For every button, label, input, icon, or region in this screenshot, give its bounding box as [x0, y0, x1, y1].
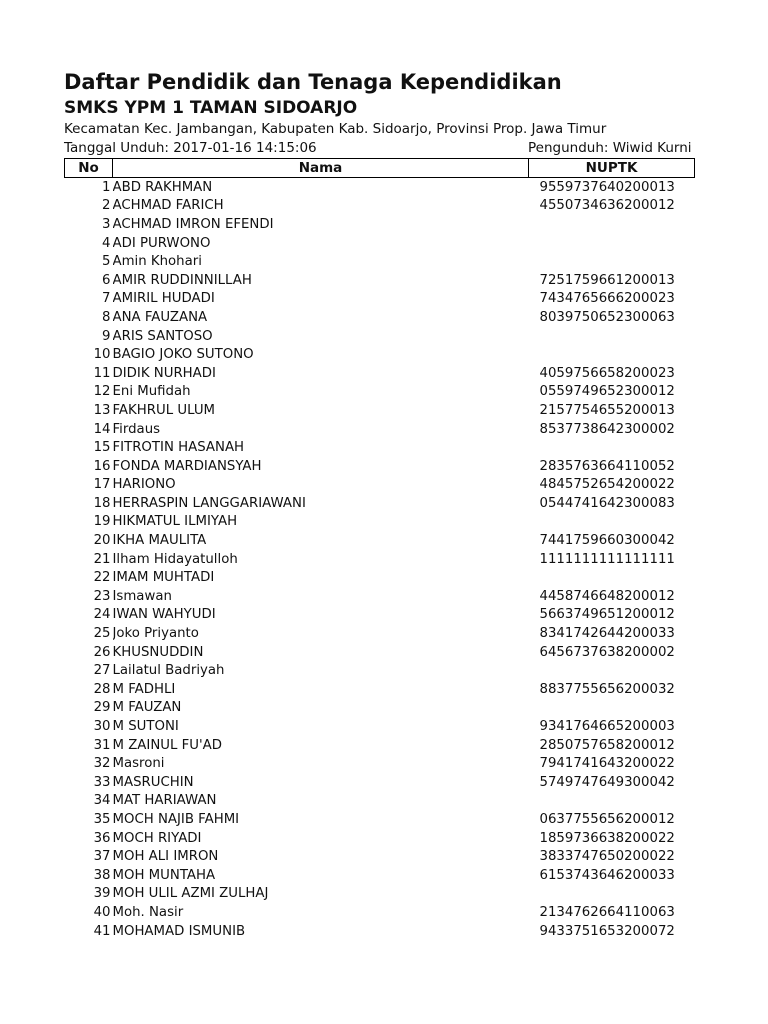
- table-row: [65, 476, 695, 495]
- row-nuptk: [529, 699, 695, 718]
- table-row: [65, 271, 695, 290]
- row-nuptk: 1859736638200022: [539, 830, 675, 846]
- row-name: M FADHLI: [112, 681, 176, 697]
- row-number: 4: [102, 235, 111, 251]
- row-nuptk: 3833747650200022: [539, 849, 675, 865]
- row-number: 39: [93, 886, 111, 902]
- table-row: [65, 792, 695, 811]
- row-number: 35: [93, 811, 111, 827]
- row-nuptk: 2850757658200012: [539, 737, 675, 753]
- table-row: [65, 327, 695, 346]
- row-nuptk: [529, 513, 695, 532]
- table-row: [65, 903, 695, 922]
- table-row: [65, 699, 695, 718]
- table-row: [65, 438, 695, 457]
- row-nuptk: 5663749651200012: [539, 607, 675, 623]
- table-row: [65, 290, 695, 309]
- row-nuptk: [529, 568, 695, 587]
- row-number: 27: [93, 663, 111, 679]
- table-row: [65, 531, 695, 550]
- row-number: 14: [93, 421, 111, 437]
- table-row: [65, 420, 695, 439]
- row-name: Ismawan: [112, 588, 172, 604]
- row-nuptk: 2157754655200013: [539, 402, 675, 418]
- row-name: ARIS SANTOSO: [112, 328, 213, 344]
- row-nuptk: 7941741643200022: [539, 756, 675, 772]
- table-row: [65, 773, 695, 792]
- row-name: Moh. Nasir: [112, 904, 184, 920]
- row-name: MOH ULIL AZMI ZULHAJ: [112, 886, 269, 902]
- row-name: Eni Mufidah: [112, 384, 191, 400]
- row-nuptk: [529, 661, 695, 680]
- table-row: [65, 197, 695, 216]
- row-nuptk: 6456737638200002: [539, 644, 675, 660]
- row-number: 12: [93, 384, 111, 400]
- row-nuptk: [529, 345, 695, 364]
- table-row: [65, 680, 695, 699]
- row-number: 32: [93, 756, 111, 772]
- row-name: FITROTIN HASANAH: [112, 440, 245, 456]
- row-name: MAT HARIAWAN: [112, 793, 217, 809]
- table-row: [65, 364, 695, 383]
- row-number: 36: [93, 830, 111, 846]
- row-name: ACHMAD IMRON EFENDI: [112, 216, 274, 232]
- row-nuptk: 2134762664110063: [539, 904, 675, 920]
- row-name: ADI PURWONO: [112, 235, 211, 251]
- table-row: [65, 587, 695, 606]
- row-number: 5: [102, 254, 111, 270]
- row-name: Firdaus: [112, 421, 161, 437]
- row-number: 11: [93, 365, 111, 381]
- row-number: 26: [93, 644, 111, 660]
- row-nuptk: 8341742644200033: [539, 626, 675, 642]
- downloader: Pengunduh: Wiwid Kurni: [528, 140, 692, 156]
- row-number: 7: [102, 291, 111, 307]
- table-row: [65, 308, 695, 327]
- row-name: Masroni: [112, 756, 165, 772]
- row-nuptk: 4458746648200012: [539, 588, 675, 604]
- table-row: [65, 513, 695, 532]
- column-header-nama: Nama: [113, 159, 529, 178]
- staff-table: [64, 158, 695, 940]
- row-nuptk: 5749747649300042: [539, 774, 675, 790]
- table-row: [65, 401, 695, 420]
- column-header-nuptk: NUPTK: [529, 159, 695, 178]
- row-name: M SUTONI: [112, 719, 179, 735]
- row-nuptk: [529, 252, 695, 271]
- row-number: 10: [93, 347, 111, 363]
- row-name: KHUSNUDDIN: [112, 644, 204, 660]
- row-number: 2: [102, 198, 111, 214]
- row-name: BAGIO JOKO SUTONO: [112, 347, 254, 363]
- row-name: AMIRIL HUDADI: [112, 291, 215, 307]
- row-name: Ilham Hidayatulloh: [112, 551, 238, 567]
- table-row: [65, 494, 695, 513]
- row-nuptk: 2835763664110052: [539, 458, 675, 474]
- table-row: [65, 754, 695, 773]
- row-nuptk: 6153743646200033: [539, 867, 675, 883]
- table-header-row: [65, 159, 695, 178]
- row-number: 30: [93, 719, 111, 735]
- row-name: HIKMATUL ILMIYAH: [112, 514, 238, 530]
- download-date: Tanggal Unduh: 2017-01-16 14:15:06: [64, 140, 317, 156]
- row-nuptk: 1111111111111111: [539, 551, 675, 567]
- row-number: 25: [93, 626, 111, 642]
- row-nuptk: 7434765666200023: [539, 291, 675, 307]
- row-number: 17: [93, 477, 111, 493]
- row-number: 9: [102, 328, 111, 344]
- row-number: 6: [102, 272, 111, 288]
- row-name: HARIONO: [112, 477, 176, 493]
- table-row: [65, 252, 695, 271]
- row-nuptk: 4059756658200023: [539, 365, 675, 381]
- table-row: [65, 866, 695, 885]
- row-nuptk: 0559749652300012: [539, 384, 675, 400]
- table-row: [65, 606, 695, 625]
- table-row: [65, 345, 695, 364]
- row-name: DIDIK NURHADI: [112, 365, 216, 381]
- row-number: 33: [93, 774, 111, 790]
- row-nuptk: 9433751653200072: [539, 923, 675, 939]
- row-nuptk: 0637755656200012: [539, 811, 675, 827]
- row-name: M ZAINUL FU'AD: [112, 737, 223, 753]
- row-name: FAKHRUL ULUM: [112, 402, 216, 418]
- row-nuptk: 7251759661200013: [539, 272, 675, 288]
- row-nuptk: [529, 327, 695, 346]
- row-number: 28: [93, 681, 111, 697]
- row-name: IKHA MAULITA: [112, 533, 207, 549]
- row-number: 22: [93, 570, 111, 586]
- row-number: 41: [93, 923, 111, 939]
- table-row: [65, 736, 695, 755]
- row-number: 19: [93, 514, 111, 530]
- row-number: 40: [93, 904, 111, 920]
- table-row: [65, 810, 695, 829]
- location-line: Kecamatan Kec. Jambangan, Kabupaten Kab. Sidoarjo, Provinsi Prop. Jawa Timur: [64, 121, 607, 137]
- row-name: MOH MUNTAHA: [112, 867, 216, 883]
- table-row: [65, 550, 695, 569]
- row-number: 34: [93, 793, 111, 809]
- row-name: IWAN WAHYUDI: [112, 607, 216, 623]
- row-name: HERRASPIN LANGGARIAWANI: [112, 495, 306, 511]
- row-number: 21: [93, 551, 111, 567]
- table-row: [65, 457, 695, 476]
- table-row: [65, 215, 695, 234]
- row-name: MASRUCHIN: [112, 774, 194, 790]
- row-nuptk: [529, 234, 695, 253]
- row-number: 16: [93, 458, 111, 474]
- row-name: Lailatul Badriyah: [112, 663, 225, 679]
- row-nuptk: 8837755656200032: [539, 681, 675, 697]
- table-row: [65, 643, 695, 662]
- row-number: 38: [93, 867, 111, 883]
- school-name: SMKS YPM 1 TAMAN SIDOARJO: [64, 98, 358, 118]
- table-row: [65, 568, 695, 587]
- row-nuptk: 8537738642300002: [539, 421, 675, 437]
- row-name: M FAUZAN: [112, 700, 182, 716]
- row-number: 8: [102, 309, 111, 325]
- row-number: 23: [93, 588, 111, 604]
- row-name: ABD RAKHMAN: [112, 179, 213, 195]
- row-name: Amin Khohari: [112, 254, 202, 270]
- row-name: MOH ALI IMRON: [112, 849, 219, 865]
- row-number: 24: [93, 607, 111, 623]
- row-nuptk: [529, 885, 695, 904]
- row-nuptk: [529, 438, 695, 457]
- row-nuptk: 7441759660300042: [539, 533, 675, 549]
- row-name: MOCH NAJIB FAHMI: [112, 811, 240, 827]
- row-nuptk: 9559737640200013: [539, 179, 675, 195]
- row-number: 15: [93, 440, 111, 456]
- table-row: [65, 234, 695, 253]
- row-nuptk: [529, 215, 695, 234]
- table-row: [65, 922, 695, 941]
- table-row: [65, 847, 695, 866]
- column-header-no: No: [65, 159, 113, 178]
- row-number: 3: [102, 216, 111, 232]
- row-nuptk: [529, 792, 695, 811]
- row-number: 13: [93, 402, 111, 418]
- table-row: [65, 178, 695, 197]
- table-row: [65, 661, 695, 680]
- table-row: [65, 624, 695, 643]
- row-name: AMIR RUDDINNILLAH: [112, 272, 252, 288]
- row-nuptk: 0544741642300083: [539, 495, 675, 511]
- row-nuptk: 9341764665200003: [539, 719, 675, 735]
- page-title: Daftar Pendidik dan Tenaga Kependidikan: [64, 70, 562, 94]
- row-name: MOCH RIYADI: [112, 830, 202, 846]
- table-row: [65, 383, 695, 402]
- row-name: FONDA MARDIANSYAH: [112, 458, 262, 474]
- table-row: [65, 829, 695, 848]
- row-name: ANA FAUZANA: [112, 309, 208, 325]
- row-number: 20: [93, 533, 111, 549]
- row-number: 29: [93, 700, 111, 716]
- row-nuptk: 4550734636200012: [539, 198, 675, 214]
- row-number: 18: [93, 495, 111, 511]
- row-number: 31: [93, 737, 111, 753]
- table-row: [65, 717, 695, 736]
- row-name: Joko Priyanto: [112, 626, 199, 642]
- row-name: ACHMAD FARICH: [112, 198, 224, 214]
- row-number: 1: [102, 179, 111, 195]
- row-name: IMAM MUHTADI: [112, 570, 215, 586]
- row-name: MOHAMAD ISMUNIB: [112, 923, 246, 939]
- row-nuptk: 4845752654200022: [539, 477, 675, 493]
- table-row: [65, 885, 695, 904]
- row-number: 37: [93, 849, 111, 865]
- row-nuptk: 8039750652300063: [539, 309, 675, 325]
